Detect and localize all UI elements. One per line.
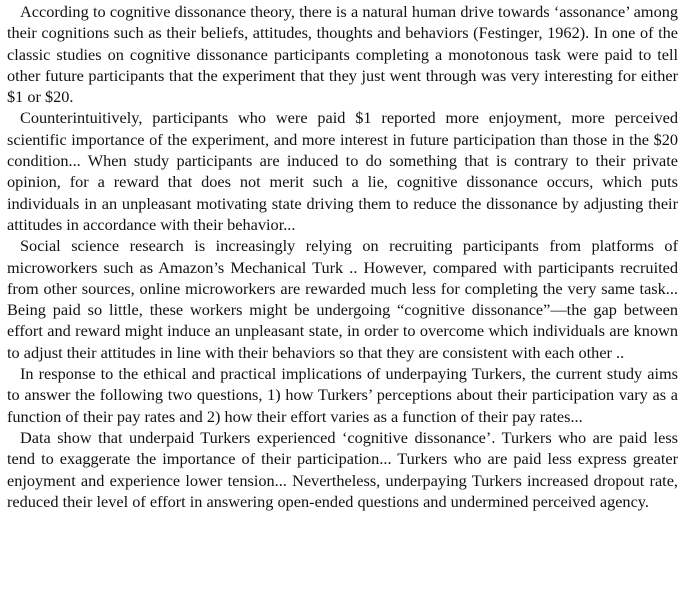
paragraph-1: According to cognitive dissonance theory, there is a natural human drive towards ‘assonance’ among their cognitions such as their beliefs, attitudes, thoughts and behaviors (Festinger, 1962). In one of the classic studies on cognitive dissonance participants completing a monotonous task were paid to tell other future participants that the experiment that they just went through was very interesting for either $1 or $20. (7, 2, 678, 107)
paragraph-2: Counterintuitively, participants who were paid $1 reported more enjoyment, more perceived scientific importance of the experiment, and more interest in future participation than those in the $20 condition... When study participants are induced to do something that is contrary to their private opinion, for a reward that does not merit such a lie, cognitive dissonance occurs, which puts individuals in an unpleasant motivating state driving them to reduce the dissonance by adjusting their attitudes in accordance with their behavior... (7, 108, 678, 234)
paragraph-3: Social science research is increasingly relying on recruiting participants from platforms of microworkers such as Amazon’s Mechanical Turk .. However, compared with participants recruited from other sources, online microworkers are rewarded much less for completing the very same task... Being paid so little, these workers might be undergoing “cognitive dissonance”—the gap between effort and reward might induce an unpleasant state, in order to overcome which individuals are known to adjust their attitudes in line with their behaviors so that they are consistent with each other .. (7, 236, 678, 362)
paragraph-4: In response to the ethical and practical implications of underpaying Turkers, the current study aims to answer the following two questions, 1) how Turkers’ perceptions about their participation vary as a function of their pay rates and 2) how their effort varies as a function of their pay rates... (7, 364, 678, 426)
paragraph-5: Data show that underpaid Turkers experienced ‘cognitive dissonance’. Turkers who are paid less tend to exaggerate the importance of their participation... Turkers who are paid less express greater enjoyment and experience lower tension... Nevertheless, underpaying Turkers increased dropout rate, reduced their level of effort in answering open-ended questions and undermined perceived agency. (7, 427, 678, 511)
